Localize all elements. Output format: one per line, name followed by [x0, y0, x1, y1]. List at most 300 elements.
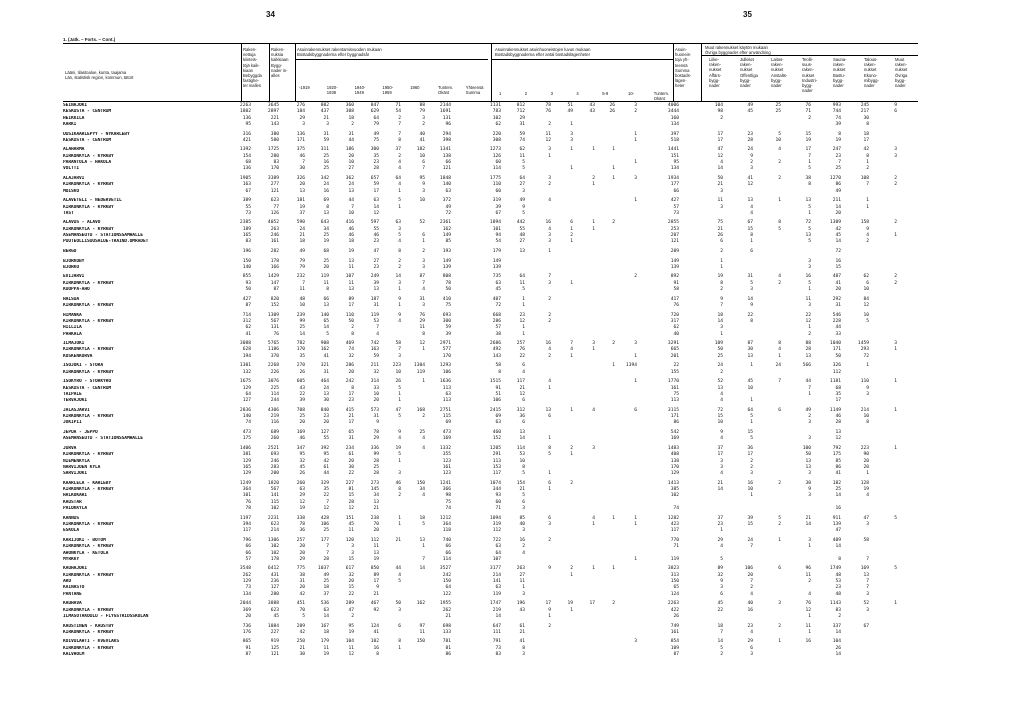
table-cell: 308: [345, 109, 354, 115]
table-body: [63, 103, 918, 658]
table-cell: 75: [373, 137, 379, 143]
table-cell: 3: [720, 585, 723, 591]
area-name: KIRKONKYLÄ - KYRKBY: [63, 182, 114, 188]
area-name: KIRKONKYLÄ - KYRKBY: [63, 369, 114, 375]
table-row: [63, 166, 918, 172]
header-line: bostads-: [675, 73, 692, 79]
table-cell: 410: [442, 296, 451, 302]
table-cell: 66: [245, 550, 251, 556]
table-cell: 69: [445, 420, 451, 426]
table-cell: 3: [750, 287, 753, 293]
table-cell: 12: [545, 137, 551, 143]
table-cell: 1: [398, 287, 401, 293]
table-cell: 29: [299, 556, 305, 562]
table-cell: 85: [519, 515, 525, 521]
header-line: huoneis-: [675, 52, 692, 58]
table-cell: 30: [299, 652, 305, 658]
header-line: nader: [802, 88, 813, 94]
table-cell: 389: [242, 198, 251, 204]
table-cell: 3: [894, 147, 897, 153]
table-cell: 140: [242, 264, 251, 270]
table-cell: 1: [750, 420, 753, 426]
header-properties: [243, 47, 262, 89]
header-year: [466, 85, 484, 95]
table-cell: 238: [370, 515, 379, 521]
table-cell: 8: [750, 318, 753, 324]
table-cell: 41: [373, 629, 379, 635]
header-apartments: [654, 91, 669, 101]
table-cell: 18: [717, 312, 723, 318]
table-cell: 23: [373, 160, 379, 166]
table-cell: 49: [323, 572, 329, 578]
table-cell: 45: [717, 601, 723, 607]
table-cell: 319: [492, 198, 501, 204]
table-cell: 4: [548, 226, 551, 232]
table-cell: 127: [270, 585, 279, 591]
table-cell: 23: [323, 414, 329, 420]
area-name: ALAJÄRVI: [63, 176, 85, 181]
table-cell: 136: [242, 166, 251, 172]
table-cell: 1: [398, 204, 401, 210]
area-name: KIRKONKYLÄ - KYRKBY: [63, 347, 114, 353]
table-cell: 59: [323, 137, 329, 143]
table-cell: 623: [270, 198, 279, 204]
header-divider: [491, 44, 492, 101]
table-cell: 344: [492, 487, 501, 493]
table-cell: 138: [670, 458, 679, 464]
table-cell: 95: [673, 160, 679, 166]
table-cell: 85: [445, 239, 451, 245]
table-cell: 76: [545, 109, 551, 115]
table-cell: 16: [545, 220, 551, 226]
table-cell: 1: [570, 239, 573, 245]
area-name: KIRKONKYLÄ - KYRKBY: [63, 414, 114, 420]
table-cell: 1: [570, 607, 573, 613]
table-cell: 141: [492, 579, 501, 585]
table-cell: 49: [299, 249, 305, 254]
header-line: fastighe-: [243, 78, 260, 84]
table-cell: 65: [348, 429, 354, 435]
table-cell: 111: [492, 629, 501, 635]
table-cell: 77: [273, 204, 279, 210]
table-cell: 3: [302, 122, 305, 128]
table-cell: 2: [894, 220, 897, 226]
table-cell: 53: [519, 452, 525, 458]
table-cell: 20: [245, 614, 251, 619]
table-cell: 12: [348, 506, 354, 512]
table-cell: 25: [323, 528, 329, 534]
table-cell: 1: [570, 147, 573, 153]
table-cell: 74: [673, 506, 679, 512]
table-cell: 102: [270, 550, 279, 556]
table-cell: 178: [270, 258, 279, 264]
table-cell: 14: [835, 239, 841, 245]
header-line: Okänt: [653, 96, 665, 102]
table-cell: 9: [750, 153, 753, 159]
table-cell: 24: [775, 363, 781, 369]
table-cell: 87: [747, 341, 753, 347]
table-cell: 29: [299, 115, 305, 121]
table-cell: 91: [245, 645, 251, 651]
table-cell: 4006: [667, 103, 679, 108]
area-name: KAINASTO: [63, 585, 85, 591]
table-cell: 249: [370, 274, 379, 280]
area-name: KIRKONKYLÄ - KYRKBY: [63, 226, 114, 232]
table-cell: 169: [442, 436, 451, 442]
table-cell: 225: [270, 385, 279, 391]
table-cell: 53: [373, 318, 379, 324]
table-cell: 364: [242, 487, 251, 493]
table-cell: 72: [835, 249, 841, 254]
table-cell: 2: [866, 239, 869, 245]
table-cell: 1: [592, 521, 595, 527]
table-cell: 17: [545, 601, 551, 607]
table-cell: 2: [894, 274, 897, 280]
table-cell: 95: [419, 176, 425, 181]
table-cell: 134: [670, 122, 679, 128]
table-cell: 1273: [489, 147, 501, 153]
table-cell: 1: [808, 325, 811, 331]
table-cell: 20: [835, 210, 841, 216]
table-cell: 8: [522, 645, 525, 651]
table-cell: 123: [442, 458, 451, 464]
table-cell: 38: [299, 572, 305, 578]
table-cell: 141: [270, 493, 279, 499]
table-cell: 263: [270, 226, 279, 232]
table-cell: 12: [519, 391, 525, 397]
table-cell: 67: [245, 188, 251, 194]
table-cell: 114: [442, 556, 451, 562]
area-name: MYRKKY: [63, 556, 79, 562]
table-cell: 127: [242, 398, 251, 404]
table-header: [63, 43, 918, 102]
table-cell: 9: [720, 579, 723, 585]
table-cell: 99: [373, 452, 379, 458]
table-cell: 329: [320, 480, 329, 486]
table-cell: 76: [673, 302, 679, 308]
table-cell: 179: [492, 249, 501, 254]
table-cell: 5: [778, 226, 781, 232]
area-name: NÄRVIJOEN KYLÄ: [63, 464, 101, 470]
table-cell: 3: [422, 188, 425, 194]
table-cell: 3389: [267, 176, 279, 181]
table-cell: 6: [422, 160, 425, 166]
table-cell: 145: [370, 487, 379, 493]
table-cell: 76: [805, 103, 811, 108]
table-cell: 847: [370, 103, 379, 108]
table-cell: 6: [750, 645, 753, 651]
table-cell: 64: [519, 274, 525, 280]
table-cell: 106: [744, 566, 753, 572]
table-cell: 3: [866, 521, 869, 527]
area-name: KAARLELA - KARLEBY: [63, 480, 111, 486]
table-cell: 86: [673, 420, 679, 426]
table-cell: 5: [750, 436, 753, 442]
table-cell: 72: [805, 220, 811, 226]
header-line: Offentliga: [740, 72, 758, 78]
table-cell: 25: [323, 258, 329, 264]
table-cell: 1301: [239, 363, 251, 369]
header-line: 1920-: [326, 85, 338, 90]
table-cell: 12: [805, 607, 811, 613]
table-cell: 1749: [829, 566, 841, 572]
table-cell: 15: [747, 429, 753, 435]
header-line: Bygg-: [271, 62, 282, 68]
table-cell: 11: [805, 296, 811, 302]
table-cell: 1: [866, 204, 869, 210]
table-cell: 1186: [267, 347, 279, 353]
table-cell: 417: [670, 296, 679, 302]
area-name: KIRKONKYLÄ - KYRKBY: [63, 645, 114, 651]
table-cell: 21: [519, 629, 525, 635]
table-cell: 11: [323, 645, 329, 651]
table-cell: 19: [348, 629, 354, 635]
table-cell: 33: [373, 385, 379, 391]
header-line: 1940-: [354, 85, 366, 90]
table-cell: 1: [398, 302, 401, 308]
table-cell: 2855: [667, 220, 679, 226]
table-cell: 26: [299, 471, 305, 477]
area-name: AHONKYLÄ - KETOLA: [63, 550, 109, 556]
table-cell: 8: [326, 204, 329, 210]
table-cell: 1: [548, 385, 551, 391]
header-divider: [241, 44, 242, 101]
table-cell: 4: [720, 436, 723, 442]
table-cell: 812: [516, 103, 525, 108]
table-cell: 19: [395, 445, 401, 451]
table-cell: 2: [750, 458, 753, 464]
table-cell: 1848: [439, 176, 451, 181]
table-cell: 34: [373, 493, 379, 499]
table-cell: 3: [351, 544, 354, 550]
table-cell: 464: [320, 379, 329, 385]
header-line: Tuntem.: [438, 85, 454, 90]
table-cell: 64: [495, 550, 501, 556]
table-cell: 160: [670, 115, 679, 121]
table-cell: 14: [495, 614, 501, 619]
table-cell: 83: [495, 652, 501, 658]
table-cell: 26: [609, 103, 615, 108]
table-cell: 2: [894, 176, 897, 181]
table-cell: 11: [519, 153, 525, 159]
table-cell: 6: [522, 398, 525, 404]
table-cell: 2: [548, 296, 551, 302]
table-cell: 6: [548, 414, 551, 420]
table-cell: 125: [270, 645, 279, 651]
table-cell: 2: [570, 445, 573, 451]
table-cell: 132: [242, 369, 251, 375]
header-line: raken-: [864, 62, 876, 68]
table-cell: 163: [242, 182, 251, 188]
area-name: KIRKONKYLÄ - KYRKBY: [63, 452, 114, 458]
table-cell: 43: [519, 607, 525, 613]
table-cell: 1955: [439, 601, 451, 607]
table-cell: 26: [835, 645, 841, 651]
table-cell: 597: [370, 220, 379, 226]
table-cell: 71: [395, 103, 401, 108]
table-cell: 234: [345, 445, 354, 451]
table-cell: 31: [323, 369, 329, 375]
area-name: KALVHOLM: [63, 652, 85, 658]
table-cell: 113: [442, 398, 451, 404]
header-line: 1949: [354, 90, 364, 96]
table-cell: 4: [570, 347, 573, 353]
header-apartments: [525, 91, 527, 96]
table-cell: 42: [323, 458, 329, 464]
table-cell: 41: [419, 137, 425, 143]
table-cell: 239: [296, 312, 305, 318]
table-cell: 5: [326, 331, 329, 337]
table-cell: 1249: [239, 480, 251, 486]
table-cell: 10: [775, 137, 781, 143]
table-cell: 184: [296, 109, 305, 115]
table-cell: 119: [416, 369, 425, 375]
table-cell: 13: [323, 302, 329, 308]
header-area-sv: Län, statistisk region, kommun, tätort: [65, 75, 134, 81]
table-cell: 1293: [439, 363, 451, 369]
table-cell: 21: [805, 515, 811, 521]
table-cell: 69: [495, 414, 501, 420]
table-cell: 12: [299, 499, 305, 505]
table-cell: 31: [747, 274, 753, 280]
table-cell: 13: [835, 429, 841, 435]
header-line: Talous-: [864, 57, 878, 62]
table-cell: 22: [348, 471, 354, 477]
table-cell: 200: [270, 471, 279, 477]
table-cell: 61: [348, 452, 354, 458]
table-cell: 58: [863, 537, 869, 543]
table-row: [63, 528, 918, 534]
table-cell: 1406: [239, 445, 251, 451]
table-cell: 1: [398, 391, 401, 397]
header-buildings: [271, 47, 288, 78]
table-cell: 13: [545, 407, 551, 413]
table-cell: 657: [370, 176, 379, 181]
table-cell: 242: [345, 379, 354, 385]
table-cell: 113: [670, 398, 679, 404]
table-cell: 10: [373, 391, 379, 397]
table-cell: 78: [245, 506, 251, 512]
table-cell: 70: [373, 521, 379, 527]
table-cell: 4: [750, 591, 753, 597]
table-cell: 7: [376, 325, 379, 331]
table-cell: 25: [323, 233, 329, 239]
table-cell: 2: [351, 122, 354, 128]
table-cell: 11: [299, 287, 305, 293]
table-cell: 38: [805, 176, 811, 181]
table-cell: 121: [270, 652, 279, 658]
table-cell: 1282: [667, 515, 679, 521]
table-cell: 27: [373, 258, 379, 264]
table-cell: 8: [522, 464, 525, 470]
table-cell: 149: [670, 258, 679, 264]
table-cell: 15: [348, 585, 354, 591]
table-cell: 421: [242, 137, 251, 143]
table-cell: 62: [519, 147, 525, 153]
table-cell: 5: [398, 385, 401, 391]
table-cell: 79: [299, 264, 305, 270]
header-line: 1959: [382, 90, 392, 96]
table-cell: 286: [345, 363, 354, 369]
table-cell: 89: [373, 572, 379, 578]
table-cell: 1: [522, 585, 525, 591]
table-cell: 57: [673, 204, 679, 210]
table-cell: 355: [442, 452, 451, 458]
table-cell: 47: [395, 407, 401, 413]
table-cell: 1270: [829, 176, 841, 181]
table-cell: 5: [398, 198, 401, 204]
table-cell: 1441: [667, 147, 679, 153]
table-cell: 14: [747, 296, 753, 302]
table-cell: 2: [778, 623, 781, 629]
header-use: [833, 57, 847, 88]
table-cell: 5: [522, 287, 525, 293]
table-cell: 257: [516, 341, 525, 347]
table-cell: 11: [519, 280, 525, 286]
table-cell: 260: [296, 480, 305, 486]
table-cell: 50: [717, 347, 723, 353]
table-cell: 37: [323, 591, 329, 597]
header-line: Anstalts-: [771, 72, 788, 78]
table-cell: 3: [548, 176, 551, 181]
table-cell: 98: [717, 109, 723, 115]
table-cell: 1: [548, 249, 551, 254]
table-cell: 44: [323, 471, 329, 477]
table-cell: 3823: [667, 566, 679, 572]
table-cell: 342: [320, 176, 329, 181]
table-cell: 366: [442, 487, 451, 493]
table-cell: 153: [492, 464, 501, 470]
table-cell: 4: [398, 166, 401, 172]
table-cell: 36: [519, 414, 525, 420]
table-cell: 13: [805, 353, 811, 359]
table-cell: 1515: [489, 379, 501, 385]
table-cell: 31: [835, 302, 841, 308]
table-cell: 13: [747, 353, 753, 359]
table-cell: 892: [670, 274, 679, 280]
table-cell: 7: [302, 160, 305, 166]
header-line: kaikkiaan: [271, 57, 289, 63]
header-line: nader: [740, 83, 751, 89]
header-line: nukset: [740, 67, 753, 73]
table-cell: 14: [717, 166, 723, 172]
table-cell: 214: [860, 407, 869, 413]
table-cell: 5: [398, 579, 401, 585]
table-cell: 40: [673, 331, 679, 337]
table-cell: 119: [320, 274, 329, 280]
table-cell: 18: [863, 131, 869, 137]
table-cell: 47: [348, 607, 354, 613]
area-name: JEPUA - JEPPO: [63, 429, 98, 435]
table-cell: 1149: [829, 407, 841, 413]
table-cell: 113: [442, 385, 451, 391]
table-cell: 1: [808, 544, 811, 550]
area-name: TAST: [63, 210, 74, 216]
area-name: PUUTEOLLISUUSALUE-TRÄIND.OMRÅDET: [63, 239, 149, 245]
table-cell: 28: [348, 499, 354, 505]
table-cell: 29: [419, 318, 425, 324]
area-name: KOSKENKORVA: [63, 353, 93, 359]
table-cell: 37: [395, 147, 401, 153]
header-line: nettuja: [243, 52, 256, 58]
table-cell: 16: [747, 607, 753, 613]
table-cell: 122: [442, 591, 451, 597]
table-cell: 45: [273, 614, 279, 619]
table-cell: 13: [299, 188, 305, 194]
table-cell: 96: [805, 566, 811, 572]
table-cell: 6: [750, 249, 753, 254]
table-cell: 221: [270, 115, 279, 121]
